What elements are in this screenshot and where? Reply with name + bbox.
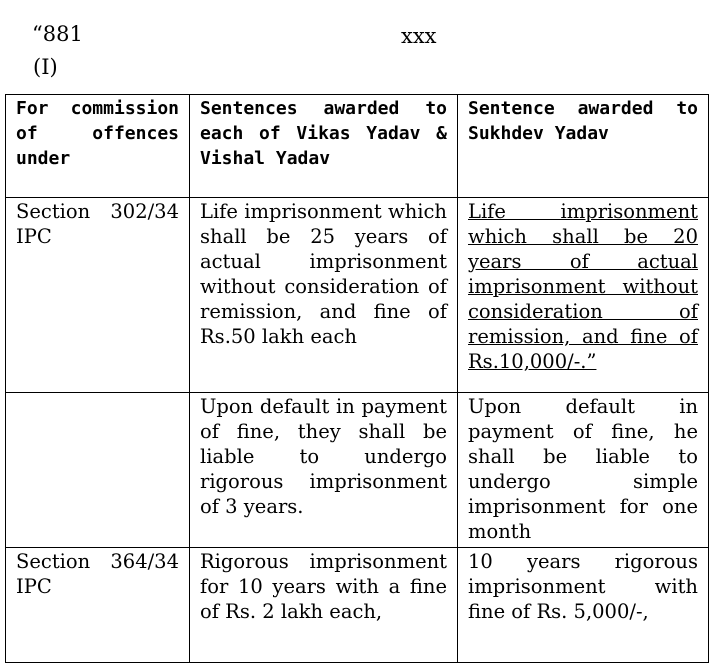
vikas-vishal-sentence-cell: Upon default in payment of fine, they shall be liable to undergo rigorous imprisonment of 3 years.	[190, 393, 458, 548]
quote-paragraph-number: “881	[32, 22, 83, 46]
table-row	[6, 548, 709, 663]
table-row	[6, 198, 709, 393]
offence-cell: Section 302/34 IPC	[6, 198, 190, 393]
table-row	[6, 393, 709, 548]
table-header-row	[6, 95, 709, 198]
item-number: (I)	[33, 55, 58, 79]
omission-marker: xxx	[401, 24, 437, 48]
offence-cell: Section 364/34 IPC	[6, 548, 190, 663]
column-header-sukhdev: Sentence awarded to Sukhdev Yadav	[458, 95, 709, 198]
sukhdev-sentence-cell: Upon default in payment of fine, he shall be liable to undergo simple imprisonment for one month	[458, 393, 709, 548]
column-header-offences: For commission of offences under	[6, 95, 190, 198]
column-header-vikas-vishal: Sentences awarded to each of Vikas Yadav & Vishal Yadav	[190, 95, 458, 198]
sukhdev-sentence-cell: 10 years rigorous imprisonment with fine of Rs. 5,000/-,	[458, 548, 709, 663]
offence-cell	[6, 393, 190, 548]
vikas-vishal-sentence-cell: Life imprisonment which shall be 25 years of actual imprisonment without consideration of remission, and fine of Rs.50 lakh each	[190, 198, 458, 393]
vikas-vishal-sentence-cell: Rigorous imprisonment for 10 years with a fine of Rs. 2 lakh each,	[190, 548, 458, 663]
sukhdev-sentence-cell: Life imprisonment which shall be 20 years of actual imprisonment without consideration of remission, and fine of Rs.10,000/-.”	[458, 198, 709, 393]
sentence-table	[5, 94, 709, 663]
